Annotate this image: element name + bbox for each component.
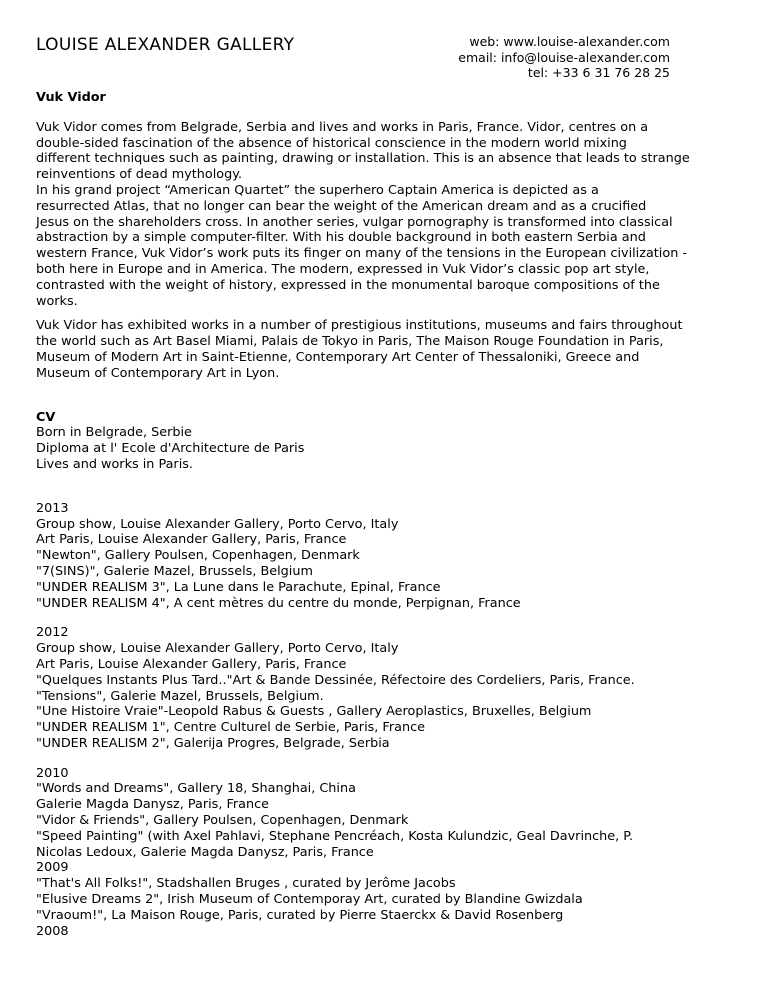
cv-entry-line: "Speed Painting" (with Axel Pahlavi, Stephane Pencréach, Kosta Kulundzic, Geal Davrinche, P.: [36, 828, 634, 844]
cv-intro-line: Diploma at l' Ecole d'Architecture de Paris: [36, 441, 305, 457]
cv-year-2012: [36, 625, 736, 751]
bio-line: In his grand project “American Quartet” the superhero Captain America is depicted as a: [36, 182, 599, 198]
cv-entry-line: 2008: [36, 923, 69, 939]
cv-entry-line: "Quelques Instants Plus Tard.."Art & Bande Dessinée, Réfectoire des Cordeliers, Paris, France.: [36, 672, 635, 688]
cv-entry-line: "Tensions", Galerie Mazel, Brussels, Belgium.: [36, 688, 324, 704]
cv-entry-line: "UNDER REALISM 3", La Lune dans le Parachute, Epinal, France: [36, 579, 441, 595]
artist-name: Vuk Vidor: [36, 90, 106, 105]
cv-entry-line: "Vraoum!", La Maison Rouge, Paris, curated by Pierre Staerckx & David Rosenberg: [36, 907, 564, 923]
bio-line: Jesus on the shareholders cross. In another series, vulgar pornography is transformed into classical: [36, 214, 673, 230]
exhibited-line: Museum of Contemporary Art in Lyon.: [36, 365, 280, 381]
cv-entry-line: Group show, Louise Alexander Gallery, Porto Cervo, Italy: [36, 641, 399, 657]
bio-line: reinventions of dead mythology.: [36, 167, 243, 183]
website-link[interactable]: web: www.louise-alexander.com: [469, 34, 670, 49]
bio-line: different techniques such as painting, drawing or installation. This is an absence that leads to strange: [36, 151, 690, 167]
exhibitions-summary: [36, 318, 736, 381]
artist-bio: [36, 120, 736, 310]
bio-line: resurrected Atlas, that no longer can bear the weight of the American dream and as a crucified: [36, 198, 647, 214]
cv-entry-line: "7(SINS)", Galerie Mazel, Brussels, Belgium: [36, 563, 313, 579]
cv-entry-line: 2013: [36, 500, 69, 516]
cv-entry-line: "That's All Folks!", Stadshallen Bruges , curated by Jerôme Jacobs: [36, 876, 456, 892]
bio-line: double-sided fascination of the absence of historical conscience in the modern world mixing: [36, 135, 627, 151]
cv-heading: CV: [36, 409, 56, 425]
bio-line: western France, Vuk Vidor’s work puts its finger on many of the tensions in the European civilization -: [36, 246, 687, 262]
bio-line: abstraction by a simple computer-filter. With his double background in both eastern Serbia and: [36, 230, 646, 246]
cv-year-2010: [36, 766, 736, 940]
cv-entry-line: Group show, Louise Alexander Gallery, Porto Cervo, Italy: [36, 516, 399, 532]
cv-intro-line: Lives and works in Paris.: [36, 456, 193, 472]
cv-entry-line: Art Paris, Louise Alexander Gallery, Paris, France: [36, 532, 347, 548]
cv-entry-line: 2010: [36, 765, 69, 781]
bio-line: contrasted with the weight of history, expressed in the monumental baroque compositions of the: [36, 277, 660, 293]
cv-entry-line: Art Paris, Louise Alexander Gallery, Paris, France: [36, 656, 347, 672]
bio-line: both here in Europe and in America. The modern, expressed in Vuk Vidor’s classic pop art style,: [36, 261, 650, 277]
exhibited-line: Museum of Modern Art in Saint-Etienne, Contemporary Art Center of Thessaloniki, Greece and: [36, 349, 640, 365]
exhibited-line: Vuk Vidor has exhibited works in a number of prestigious institutions, museums and fairs throughout: [36, 318, 683, 334]
cv-entry-line: 2012: [36, 625, 69, 641]
cv-entry-line: Galerie Magda Danysz, Paris, France: [36, 797, 270, 813]
cv-intro-line: Born in Belgrade, Serbie: [36, 425, 192, 441]
cv-entry-line: "Words and Dreams", Gallery 18, Shanghai, China: [36, 781, 356, 797]
phone-number: tel: +33 6 31 76 28 25: [527, 65, 670, 80]
cv-intro: [36, 425, 736, 472]
cv-entry-line: "Vidor & Friends", Gallery Poulsen, Copenhagen, Denmark: [36, 813, 409, 829]
document-body: [36, 90, 736, 939]
email-link[interactable]: email: info@louise-alexander.com: [458, 49, 670, 65]
contact-block: [458, 34, 670, 81]
cv-entry-line: "UNDER REALISM 4", A cent mètres du centre du monde, Perpignan, France: [36, 595, 521, 611]
exhibited-line: the world such as Art Basel Miami, Palais de Tokyo in Paris, The Maison Rouge Foundation in Paris,: [36, 334, 664, 350]
cv-entry-line: "Une Histoire Vraie"-Leopold Rabus & Guests , Gallery Aeroplastics, Bruxelles, Belgium: [36, 704, 592, 720]
cv-entry-line: "Elusive Dreams 2", Irish Museum of Contemporay Art, curated by Blandine Gwizdala: [36, 892, 583, 908]
bio-line: Vuk Vidor comes from Belgrade, Serbia and lives and works in Paris, France. Vidor, centres on a: [36, 119, 649, 135]
cv-year-2013: [36, 501, 736, 612]
cv-entry-line: "UNDER REALISM 2", Galerija Progres, Belgrade, Serbia: [36, 735, 390, 751]
cv-entry-line: Nicolas Ledoux, Galerie Magda Danysz, Paris, France: [36, 844, 374, 860]
cv-entry-line: 2009: [36, 860, 69, 876]
cv-entry-line: "UNDER REALISM 1", Centre Culturel de Serbie, Paris, France: [36, 720, 425, 736]
cv-entry-line: "Newton", Gallery Poulsen, Copenhagen, Denmark: [36, 548, 360, 564]
bio-line: works.: [36, 293, 78, 309]
gallery-name: LOUISE ALEXANDER GALLERY: [36, 35, 295, 55]
